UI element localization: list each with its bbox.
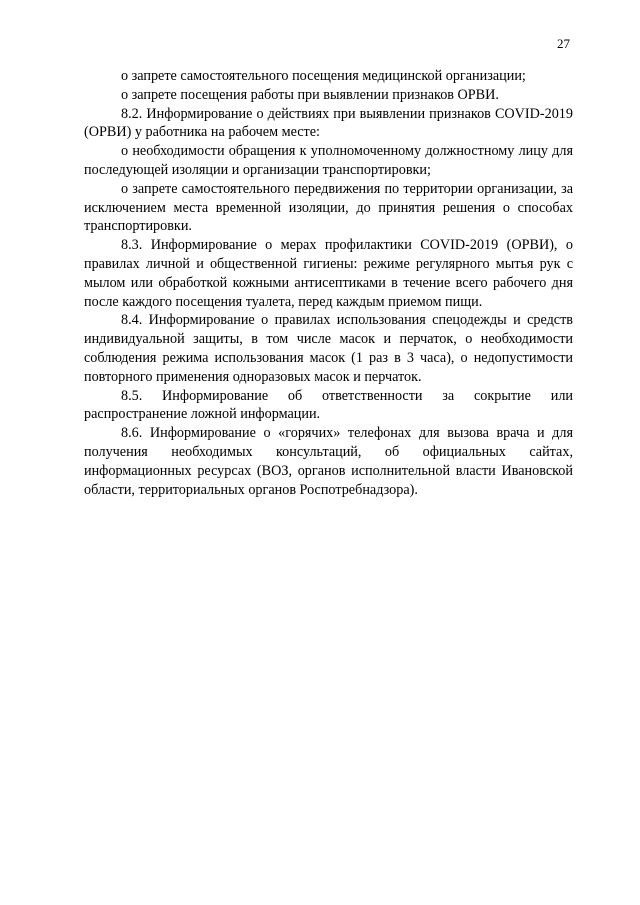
paragraph-ban-medical-visit: о запрете самостоятельного посещения медицинской организации; (121, 68, 526, 84)
paragraph-8-6: 8.6. Информирование о «горячих» телефонах для вызова врача и для получения необходимых консультаций, об официальных сайтах, информационных ресурсах (ВОЗ, органов исполнительной власти Ивановской области, территориальных органов Роспотребнадзора). (84, 425, 573, 498)
paragraph-8-3: 8.3. Информирование о мерах профилактики COVID-2019 (ОРВИ), о правилах личной и общественной гигиены: режиме регулярного мытья рук с мылом или обработкой кожными антисептиками в течение всего рабочего дня после каждого посещения туалета, перед каждым приемом пищи. (84, 237, 573, 310)
paragraph-contact-official: о необходимости обращения к уполномоченному должностному лицу для последующей изоляции и организации транспортировки; (84, 143, 573, 178)
paragraph-ban-movement: о запрете самостоятельного передвижения по территории организации, за исключением места временной изоляции, до принятия решения о способах транспортировки. (84, 180, 573, 235)
paragraph-8-5: 8.5. Информирование об ответственности за сокрытие или распространение ложной информации. (84, 387, 573, 423)
paragraph-8-2: 8.2. Информирование о действиях при выявлении признаков COVID-2019 (ОРВИ) у работника на рабочем месте: (84, 105, 573, 141)
paragraph-8-4: 8.4. Информирование о правилах использования спецодежды и средств индивидуальной защиты, в том числе масок и перчаток, о необходимости соблюдения режима использования масок (1 раз в 3 часа), о недопустимости повторного применения одноразовых масок и перчаток. (84, 312, 573, 385)
page-number: 27 (557, 36, 570, 51)
paragraph-ban-work-visit: о запрете посещения работы при выявлении признаков ОРВИ. (121, 86, 499, 103)
document-body (84, 67, 573, 499)
